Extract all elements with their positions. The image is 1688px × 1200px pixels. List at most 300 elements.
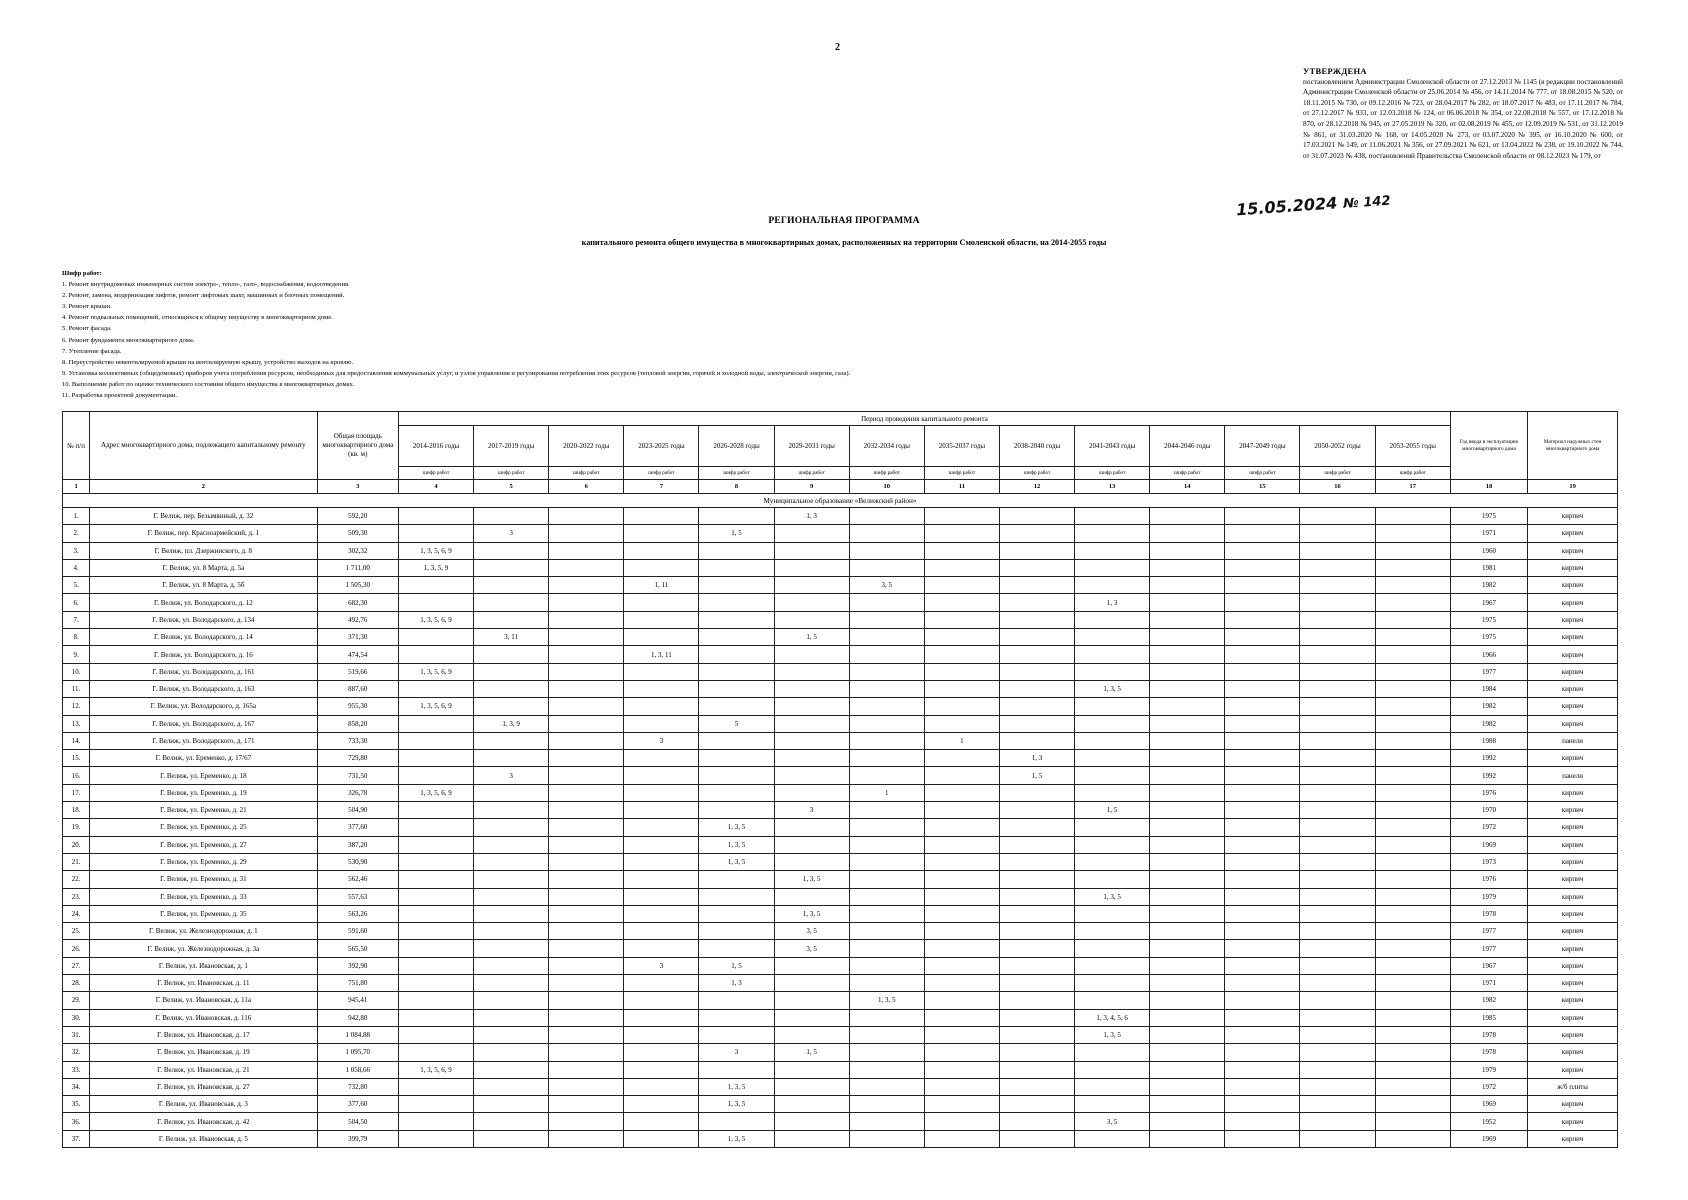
- work-codes-cell: [1300, 577, 1375, 594]
- work-codes-cell: [549, 732, 624, 749]
- work-codes-cell: [398, 957, 473, 974]
- work-codes-cell: [398, 1009, 473, 1026]
- table-row: [63, 940, 1618, 957]
- approval-block: [1303, 66, 1623, 161]
- work-codes-cell: [624, 905, 699, 922]
- row-number: 3.: [63, 542, 90, 559]
- work-codes-cell: [398, 732, 473, 749]
- row-area: 563,26: [317, 905, 398, 922]
- work-codes-cell: [1150, 1130, 1225, 1147]
- work-codes-cell: [398, 1026, 473, 1043]
- work-codes-cell: [1300, 542, 1375, 559]
- work-codes-cell: [1375, 663, 1450, 680]
- row-number: 32.: [63, 1044, 90, 1061]
- work-codes-cell: [398, 802, 473, 819]
- work-codes-cell: [474, 836, 549, 853]
- document-title: РЕГИОНАЛЬНАЯ ПРОГРАММА: [768, 216, 920, 226]
- work-codes-cell: [624, 750, 699, 767]
- work-codes-cell: [474, 542, 549, 559]
- work-codes-cell: [774, 559, 849, 576]
- row-year: 1976: [1450, 871, 1527, 888]
- work-codes-cell: [1375, 1096, 1450, 1113]
- work-codes-cell: [549, 802, 624, 819]
- work-codes-cell: 1, 3, 5: [849, 992, 924, 1009]
- work-codes-cell: [624, 1078, 699, 1095]
- work-codes-cell: [849, 923, 924, 940]
- work-codes-cell: [549, 663, 624, 680]
- row-number: 29.: [63, 992, 90, 1009]
- work-codes-cell: [924, 923, 999, 940]
- work-codes-cell: [699, 542, 774, 559]
- work-codes-cell: 1, 3, 5, 9: [398, 559, 473, 576]
- work-codes-cell: [924, 975, 999, 992]
- table-row: [63, 957, 1618, 974]
- work-codes-cell: 1, 3, 5, 6, 9: [398, 611, 473, 628]
- work-codes-cell: [1150, 525, 1225, 542]
- work-codes-cell: 1, 3, 5, 6, 9: [398, 698, 473, 715]
- work-codes-cell: [1375, 1061, 1450, 1078]
- work-codes-cell: [849, 1044, 924, 1061]
- work-codes-cell: 1, 5: [699, 957, 774, 974]
- work-codes-cell: [699, 940, 774, 957]
- work-codes-cell: [549, 819, 624, 836]
- work-codes-cell: [999, 871, 1074, 888]
- work-codes-cell: [398, 1096, 473, 1113]
- row-material: кирпич: [1528, 888, 1618, 905]
- period-header: Период проведения капитального ремонта: [398, 412, 1450, 426]
- work-codes-cell: [1300, 750, 1375, 767]
- work-codes-cell: [699, 784, 774, 801]
- work-codes-cell: [1150, 629, 1225, 646]
- work-codes-cell: [624, 853, 699, 870]
- work-codes-cell: [1225, 715, 1300, 732]
- row-address: Г. Велиж, ул. Еременко, д. 35: [90, 905, 317, 922]
- work-codes-cell: [398, 629, 473, 646]
- table-row: [63, 663, 1618, 680]
- work-codes-cell: [1375, 698, 1450, 715]
- work-codes-cell: [1375, 542, 1450, 559]
- work-codes-cell: [699, 732, 774, 749]
- row-material: кирпич: [1528, 784, 1618, 801]
- work-codes-cell: [774, 1096, 849, 1113]
- work-codes-cell: 3: [624, 732, 699, 749]
- work-codes-cell: [924, 871, 999, 888]
- work-codes-cell: [924, 1113, 999, 1130]
- work-codes-cell: [1225, 975, 1300, 992]
- work-codes-cell: [999, 1009, 1074, 1026]
- legend-item: 9. Установка коллективных (общедомовых) приборов учета потребления ресурсов, необходимых для предоставления коммунальных услуг, и узлов управления и регулирования потребления этих ресурсов (тепловой энергии, горячей и холодной воды, электрической энергии, газа).: [62, 369, 851, 377]
- work-codes-cell: [849, 663, 924, 680]
- row-address: Г. Велиж, ул. Ивановская, д. 11а: [90, 992, 317, 1009]
- work-codes-cell: [1300, 732, 1375, 749]
- work-codes-cell: [1225, 1096, 1300, 1113]
- row-address: Г. Велиж, пер. Красноармейский, д. 1: [90, 525, 317, 542]
- work-codes-cell: [549, 542, 624, 559]
- work-codes-cell: [924, 577, 999, 594]
- column-index: 10: [849, 480, 924, 494]
- work-codes-cell: [1300, 1044, 1375, 1061]
- table-row: [63, 1044, 1618, 1061]
- work-codes-cell: [1075, 525, 1150, 542]
- handwritten-date-value: 15.05.2024: [1235, 193, 1338, 220]
- work-codes-cell: [924, 594, 999, 611]
- work-codes-cell: [1375, 1130, 1450, 1147]
- work-codes-cell: [624, 923, 699, 940]
- work-codes-cell: [999, 819, 1074, 836]
- work-codes-cell: [849, 871, 924, 888]
- legend-item: 1. Ремонт внутридомовых инженерных систем электро-, тепло-, газо-, водоснабжения, водоотведения.: [62, 281, 350, 289]
- work-codes-cell: [999, 905, 1074, 922]
- work-codes-cell: [1225, 1009, 1300, 1026]
- table-row: [63, 611, 1618, 628]
- row-year: 1977: [1450, 663, 1527, 680]
- row-material: кирпич: [1528, 1044, 1618, 1061]
- row-year: 1981: [1450, 559, 1527, 576]
- work-codes-cell: [849, 957, 924, 974]
- work-codes-cell: [1375, 923, 1450, 940]
- work-codes-cell: [624, 992, 699, 1009]
- table-row: [63, 784, 1618, 801]
- work-codes-cell: [774, 784, 849, 801]
- work-codes-cell: [1375, 871, 1450, 888]
- row-number: 20.: [63, 836, 90, 853]
- work-codes-cell: [624, 1096, 699, 1113]
- row-address: Г. Велиж, ул. Володарского, д. 171: [90, 732, 317, 749]
- work-codes-cell: 1, 3, 9: [474, 715, 549, 732]
- work-codes-cell: [1225, 698, 1300, 715]
- work-codes-cell: [1075, 923, 1150, 940]
- work-codes-cell: 1, 3, 5: [699, 853, 774, 870]
- row-address: Г. Велиж, ул. Ивановская, д. 3: [90, 1096, 317, 1113]
- row-area: 751,80: [317, 975, 398, 992]
- work-codes-cell: 3, 5: [1075, 1113, 1150, 1130]
- work-codes-cell: [1375, 732, 1450, 749]
- work-codes-cell: [624, 802, 699, 819]
- work-codes-cell: [1225, 767, 1300, 784]
- work-codes-cell: [474, 559, 549, 576]
- work-codes-cell: [1075, 559, 1150, 576]
- work-codes-cell: [1225, 1061, 1300, 1078]
- table-row: [63, 715, 1618, 732]
- work-codes-cell: [699, 594, 774, 611]
- work-codes-cell: [549, 871, 624, 888]
- row-year: 1975: [1450, 508, 1527, 525]
- work-codes-cell: [474, 1130, 549, 1147]
- work-codes-cell: [398, 680, 473, 697]
- row-year: 1977: [1450, 923, 1527, 940]
- row-address: Г. Велиж, ул. Еременко, д. 33: [90, 888, 317, 905]
- work-codes-cell: [1225, 577, 1300, 594]
- work-codes-cell: [774, 542, 849, 559]
- work-codes-cell: [999, 957, 1074, 974]
- work-codes-cell: [624, 629, 699, 646]
- row-number: 26.: [63, 940, 90, 957]
- work-codes-cell: [1150, 957, 1225, 974]
- work-codes-cell: [398, 646, 473, 663]
- work-codes-cell: [774, 1078, 849, 1095]
- work-codes-cell: [474, 871, 549, 888]
- work-codes-cell: [1300, 715, 1375, 732]
- work-codes-cell: [1075, 646, 1150, 663]
- work-codes-cell: [774, 594, 849, 611]
- col-year-header: Год ввода в эксплуатацию многоквартирного дома: [1450, 412, 1527, 480]
- row-number: 30.: [63, 1009, 90, 1026]
- table-row: [63, 1130, 1618, 1147]
- work-codes-cell: [849, 542, 924, 559]
- work-codes-cell: [774, 646, 849, 663]
- work-codes-cell: [1150, 732, 1225, 749]
- work-codes-cell: [1375, 629, 1450, 646]
- work-codes-cell: [774, 577, 849, 594]
- column-index: 17: [1375, 480, 1450, 494]
- work-codes-cell: 3: [699, 1044, 774, 1061]
- work-codes-cell: 1, 3, 5: [1075, 680, 1150, 697]
- work-codes-cell: [699, 992, 774, 1009]
- work-codes-cell: [1150, 1026, 1225, 1043]
- column-index: 3: [317, 480, 398, 494]
- work-codes-cell: 3: [624, 957, 699, 974]
- column-index: 7: [624, 480, 699, 494]
- row-address: Г. Велиж, ул. Ивановская, д. 11: [90, 975, 317, 992]
- row-address: Г. Велиж, пл. Дзержинского, д. 8: [90, 542, 317, 559]
- row-area: 326,78: [317, 784, 398, 801]
- row-year: 1975: [1450, 629, 1527, 646]
- work-codes-cell: [1075, 542, 1150, 559]
- work-codes-cell: [999, 663, 1074, 680]
- row-material: кирпич: [1528, 611, 1618, 628]
- work-codes-cell: [1300, 646, 1375, 663]
- row-year: 1992: [1450, 750, 1527, 767]
- row-year: 1971: [1450, 975, 1527, 992]
- work-codes-cell: [999, 525, 1074, 542]
- work-codes-cell: [849, 888, 924, 905]
- work-codes-cell: [699, 767, 774, 784]
- row-area: 302,32: [317, 542, 398, 559]
- work-codes-cell: [849, 802, 924, 819]
- period-1: 2014-2016 годы: [398, 426, 473, 467]
- work-codes-cell: [849, 1026, 924, 1043]
- row-material: ж/б плиты: [1528, 1078, 1618, 1095]
- work-codes-cell: [1300, 525, 1375, 542]
- work-codes-cell: [1300, 871, 1375, 888]
- work-codes-cell: [774, 732, 849, 749]
- work-codes-cell: [1150, 715, 1225, 732]
- row-number: 7.: [63, 611, 90, 628]
- work-codes-cell: [474, 819, 549, 836]
- table-row: [63, 646, 1618, 663]
- work-codes-cell: [999, 1044, 1074, 1061]
- row-year: 1966: [1450, 646, 1527, 663]
- work-codes-cell: [1225, 784, 1300, 801]
- row-material: кирпич: [1528, 1026, 1618, 1043]
- work-codes-cell: [1300, 905, 1375, 922]
- table-row: [63, 905, 1618, 922]
- work-codes-cell: [1225, 923, 1300, 940]
- legend-item: 10. Выполнение работ по оценке технического состояния общего имущества в многоквартирных домах.: [62, 380, 355, 388]
- work-codes-cell: [1075, 750, 1150, 767]
- work-codes-cell: [1300, 1061, 1375, 1078]
- table-row: [63, 1113, 1618, 1130]
- work-codes-cell: [1150, 559, 1225, 576]
- period-3: 2020-2022 годы: [549, 426, 624, 467]
- row-area: 682,30: [317, 594, 398, 611]
- work-codes-cell: [474, 1096, 549, 1113]
- work-codes-cell: [774, 1026, 849, 1043]
- work-codes-cell: [774, 1009, 849, 1026]
- row-address: Г. Велиж, ул. Железнодорожная, д. 1: [90, 923, 317, 940]
- work-codes-cell: [398, 577, 473, 594]
- work-codes-cell: [1300, 767, 1375, 784]
- work-codes-cell: [549, 1044, 624, 1061]
- work-codes-cell: [849, 732, 924, 749]
- work-codes-cell: [549, 957, 624, 974]
- work-codes-cell: [999, 975, 1074, 992]
- work-codes-cell: [549, 992, 624, 1009]
- row-address: Г. Велиж, ул. Володарского, д. 163: [90, 680, 317, 697]
- row-area: 562,46: [317, 871, 398, 888]
- row-material: кирпич: [1528, 1009, 1618, 1026]
- work-codes-cell: [699, 1061, 774, 1078]
- row-material: кирпич: [1528, 525, 1618, 542]
- table-row: [63, 992, 1618, 1009]
- work-codes-cell: [1225, 646, 1300, 663]
- column-index: 14: [1150, 480, 1225, 494]
- work-codes-cell: [549, 940, 624, 957]
- column-index: 19: [1528, 480, 1618, 494]
- period-5: 2026-2028 годы: [699, 426, 774, 467]
- row-material: кирпич: [1528, 663, 1618, 680]
- work-codes-cell: [1375, 646, 1450, 663]
- work-codes-cell: [474, 1078, 549, 1095]
- legend-item: 2. Ремонт, замена, модернизация лифтов, ремонт лифтовых шахт, машинных и блочных помещений.: [62, 292, 345, 300]
- work-codes-cell: [1225, 1078, 1300, 1095]
- col-material-header: Материал наружных стен многоквартирного дома: [1528, 412, 1618, 480]
- work-codes-cell: [474, 594, 549, 611]
- municipality-row: Муниципальное образование «Велижский район»: [63, 494, 1618, 508]
- work-code-label: шифр работ: [699, 467, 774, 480]
- work-codes-cell: [1150, 750, 1225, 767]
- work-codes-cell: [624, 1130, 699, 1147]
- work-codes-cell: 1, 3, 5, 6, 9: [398, 784, 473, 801]
- work-codes-cell: [699, 577, 774, 594]
- work-codes-cell: [549, 784, 624, 801]
- work-code-label: шифр работ: [924, 467, 999, 480]
- work-codes-cell: [924, 1026, 999, 1043]
- row-number: 34.: [63, 1078, 90, 1095]
- legend-item: 3. Ремонт крыши.: [62, 303, 112, 311]
- row-material: кирпич: [1528, 1113, 1618, 1130]
- work-codes-cell: [849, 1096, 924, 1113]
- work-codes-cell: 1, 11: [624, 577, 699, 594]
- work-codes-cell: [1375, 559, 1450, 576]
- row-year: 1969: [1450, 1096, 1527, 1113]
- work-codes-cell: [1150, 871, 1225, 888]
- work-codes-cell: [474, 940, 549, 957]
- table-row: [63, 559, 1618, 576]
- row-year: 1969: [1450, 836, 1527, 853]
- work-codes-cell: [1150, 802, 1225, 819]
- work-codes-cell: [699, 680, 774, 697]
- work-codes-cell: [1150, 836, 1225, 853]
- row-material: кирпич: [1528, 1130, 1618, 1147]
- row-number: 15.: [63, 750, 90, 767]
- row-number: 33.: [63, 1061, 90, 1078]
- work-codes-cell: [1150, 577, 1225, 594]
- row-year: 1976: [1450, 784, 1527, 801]
- row-address: Г. Велиж, ул. Еременко, д. 17/67: [90, 750, 317, 767]
- row-year: 1970: [1450, 802, 1527, 819]
- row-area: 733,30: [317, 732, 398, 749]
- work-codes-cell: [1375, 888, 1450, 905]
- row-address: Г. Велиж, ул. Ивановская, д. 5: [90, 1130, 317, 1147]
- row-year: 1992: [1450, 767, 1527, 784]
- work-codes-cell: [474, 750, 549, 767]
- period-9: 2038-2040 годы: [999, 426, 1074, 467]
- work-codes-cell: [1300, 819, 1375, 836]
- work-codes-cell: [699, 871, 774, 888]
- work-codes-cell: [1375, 1078, 1450, 1095]
- work-codes-cell: [1375, 784, 1450, 801]
- row-year: 1982: [1450, 992, 1527, 1009]
- column-index: 8: [699, 480, 774, 494]
- work-codes-cell: 1: [924, 732, 999, 749]
- work-codes-cell: [1075, 767, 1150, 784]
- work-codes-cell: [1375, 1009, 1450, 1026]
- row-year: 1972: [1450, 1078, 1527, 1095]
- row-material: кирпич: [1528, 629, 1618, 646]
- row-year: 1982: [1450, 715, 1527, 732]
- table-row: [63, 1026, 1618, 1043]
- work-codes-cell: [699, 802, 774, 819]
- work-codes-cell: [474, 975, 549, 992]
- work-codes-cell: [474, 646, 549, 663]
- work-codes-cell: [474, 1009, 549, 1026]
- work-codes-cell: 3, 5: [774, 940, 849, 957]
- work-codes-cell: [924, 1078, 999, 1095]
- work-codes-cell: [1225, 680, 1300, 697]
- legend-heading: Шифр работ:: [62, 270, 102, 277]
- column-index: 2: [90, 480, 317, 494]
- work-codes-cell: [1150, 680, 1225, 697]
- table-row: [63, 975, 1618, 992]
- table-row: [63, 508, 1618, 525]
- row-area: 492,76: [317, 611, 398, 628]
- work-codes-cell: [398, 992, 473, 1009]
- work-codes-cell: [1300, 784, 1375, 801]
- row-year: 1977: [1450, 940, 1527, 957]
- work-codes-cell: [624, 888, 699, 905]
- work-codes-cell: [1225, 802, 1300, 819]
- work-codes-cell: [474, 577, 549, 594]
- row-year: 1975: [1450, 611, 1527, 628]
- work-codes-cell: [624, 525, 699, 542]
- row-number: 22.: [63, 871, 90, 888]
- row-area: 474,54: [317, 646, 398, 663]
- row-area: 504,50: [317, 1113, 398, 1130]
- work-codes-cell: [1225, 629, 1300, 646]
- work-codes-cell: [1300, 1113, 1375, 1130]
- document-subtitle: капитального ремонта общего имущества в многоквартирных домах, расположенных на территории Смоленской области, на 2014-2055 годы: [581, 238, 1107, 247]
- row-year: 1952: [1450, 1113, 1527, 1130]
- row-material: кирпич: [1528, 836, 1618, 853]
- row-area: 392,90: [317, 957, 398, 974]
- work-codes-cell: [1300, 1078, 1375, 1095]
- row-material: кирпич: [1528, 750, 1618, 767]
- work-codes-cell: [549, 698, 624, 715]
- row-area: 1 095,70: [317, 1044, 398, 1061]
- work-codes-cell: [849, 1009, 924, 1026]
- work-codes-cell: [1075, 819, 1150, 836]
